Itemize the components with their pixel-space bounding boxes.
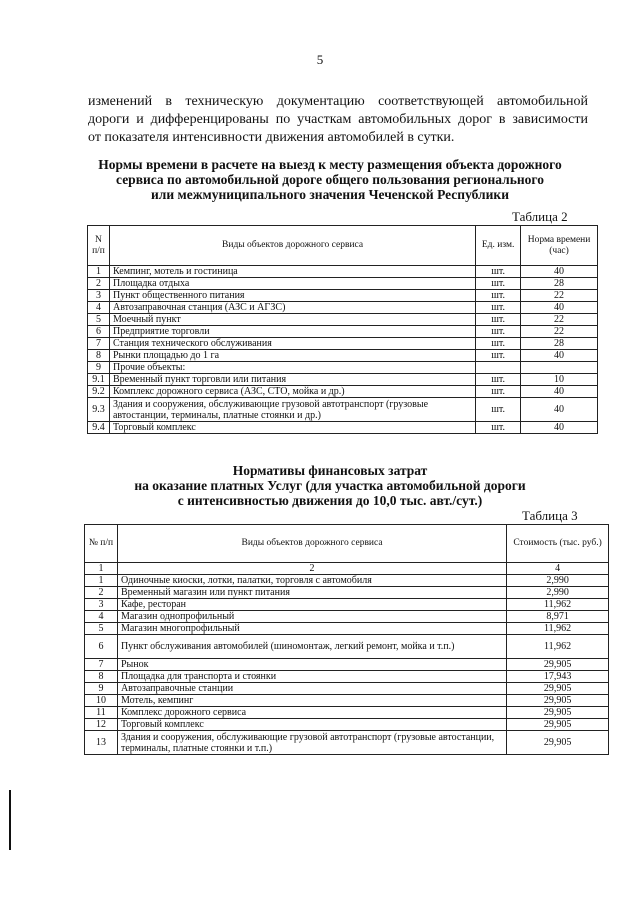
row-cost: 29,905: [507, 719, 609, 731]
row-name: Магазин однопрофильный: [117, 611, 506, 623]
row-num: 8: [85, 671, 118, 683]
row-cost: 8,971: [507, 611, 609, 623]
row-norm: 40: [521, 350, 598, 362]
row-num: 1: [85, 575, 118, 587]
row-unit: шт.: [476, 314, 521, 326]
table-row: [88, 302, 598, 314]
table-row: [88, 362, 598, 374]
index-cell: 1: [85, 563, 118, 575]
row-name: Станция технического обслуживания: [109, 338, 475, 350]
row-num: 5: [85, 623, 118, 635]
row-cost: 29,905: [507, 731, 609, 755]
table-row: [88, 338, 598, 350]
intro-line: изменений в техническую документацию соответствующей автомобильной: [88, 94, 588, 109]
row-norm: 22: [521, 326, 598, 338]
row-norm: 10: [521, 374, 598, 386]
row-name: Площадка для транспорта и стоянки: [117, 671, 506, 683]
header-unit: Ед. изм.: [476, 226, 521, 266]
row-name: Торговый комплекс: [109, 422, 475, 434]
table-row: [85, 671, 609, 683]
row-name: Мотель, кемпинг: [117, 695, 506, 707]
row-num: 7: [85, 659, 118, 671]
row-num: 6: [88, 326, 110, 338]
row-unit: шт.: [476, 422, 521, 434]
table3-caption: Таблица 3: [522, 508, 578, 523]
row-unit: шт.: [476, 398, 521, 422]
row-unit: шт.: [476, 374, 521, 386]
row-num: 4: [85, 611, 118, 623]
row-unit: шт.: [476, 266, 521, 278]
row-cost: 17,943: [507, 671, 609, 683]
row-num: 1: [88, 266, 110, 278]
row-unit: шт.: [476, 326, 521, 338]
table3-heading: [80, 463, 580, 508]
row-num: 9.4: [88, 422, 110, 434]
header-num: N п/п: [88, 226, 110, 266]
row-num: 6: [85, 635, 118, 659]
row-name: Временный пункт торговли или питания: [109, 374, 475, 386]
heading-line: на оказание платных Услуг (для участка автомобильной дороги: [134, 478, 526, 493]
row-norm: [521, 362, 598, 374]
table-row: [88, 386, 598, 398]
row-name: Магазин многопрофильный: [117, 623, 506, 635]
row-cost: 2,990: [507, 587, 609, 599]
row-name: Комплекс дорожного сервиса: [117, 707, 506, 719]
table-row: [85, 611, 609, 623]
row-name: Здания и сооружения, обслуживающие грузовой автотранспорт (грузовые автостанции, терминалы, платные стоянки и др.): [109, 398, 475, 422]
row-num: 3: [85, 599, 118, 611]
row-name: Рынки площадью до 1 га: [109, 350, 475, 362]
table-row: [85, 575, 609, 587]
row-num: 5: [88, 314, 110, 326]
row-cost: 29,905: [507, 659, 609, 671]
table2: [87, 225, 598, 434]
row-name: Здания и сооружения, обслуживающие грузовой автотранспорт (грузовые автостанции, терминалы, платные стоянки и т.п.): [117, 731, 506, 755]
row-norm: 40: [521, 266, 598, 278]
margin-mark: [9, 790, 11, 850]
header-name: Виды объектов дорожного сервиса: [109, 226, 475, 266]
row-name: Одиночные киоски, лотки, палатки, торговля с автомобиля: [117, 575, 506, 587]
row-name: Площадка отдыха: [109, 278, 475, 290]
header-cost: Стоимость (тыс. руб.): [507, 525, 609, 563]
row-num: 3: [88, 290, 110, 302]
row-num: 9: [85, 683, 118, 695]
table-row: [85, 707, 609, 719]
table-row: [85, 683, 609, 695]
table-row: [88, 290, 598, 302]
table-row: [85, 623, 609, 635]
table3: [84, 524, 609, 755]
header-name: Виды объектов дорожного сервиса: [117, 525, 506, 563]
row-num: 12: [85, 719, 118, 731]
row-cost: 11,962: [507, 623, 609, 635]
row-num: 7: [88, 338, 110, 350]
row-cost: 29,905: [507, 683, 609, 695]
row-name: Кафе, ресторан: [117, 599, 506, 611]
table-row: [88, 278, 598, 290]
row-num: 13: [85, 731, 118, 755]
row-name: Рынок: [117, 659, 506, 671]
row-unit: [476, 362, 521, 374]
intro-line: от показателя интенсивности движения автомобилей в сутки.: [88, 130, 455, 145]
table-row: [88, 422, 598, 434]
table2-heading: [80, 157, 580, 202]
intro-paragraph: [88, 93, 588, 147]
row-norm: 40: [521, 422, 598, 434]
table-row: [85, 587, 609, 599]
intro-line: дороги и дифференцированы по участкам автомобильных дорог в зависимости: [88, 112, 588, 127]
index-cell: 4: [507, 563, 609, 575]
row-cost: 2,990: [507, 575, 609, 587]
table-row: [85, 731, 609, 755]
row-name: Торговый комплекс: [117, 719, 506, 731]
index-cell: 2: [117, 563, 506, 575]
row-num: 2: [88, 278, 110, 290]
row-num: 8: [88, 350, 110, 362]
header-num: № п/п: [85, 525, 118, 563]
table-row: [85, 719, 609, 731]
header-norm: Норма времени (час): [521, 226, 598, 266]
page-number: 5: [316, 52, 324, 67]
row-norm: 40: [521, 398, 598, 422]
table2-caption: Таблица 2: [512, 209, 568, 224]
row-norm: 40: [521, 302, 598, 314]
row-unit: шт.: [476, 338, 521, 350]
row-name: Пункт обслуживания автомобилей (шиномонтаж, легкий ремонт, мойка и т.п.): [117, 635, 506, 659]
heading-line: сервиса по автомобильной дороге общего пользования регионального: [116, 172, 544, 187]
row-num: 9.3: [88, 398, 110, 422]
heading-line: Нормативы финансовых затрат: [232, 463, 428, 478]
row-name: Автозаправочная станция (АЗС и АГЗС): [109, 302, 475, 314]
row-num: 9.2: [88, 386, 110, 398]
heading-line: с интенсивностью движения до 10,0 тыс. авт./сут.): [177, 493, 483, 508]
row-name: Комплекс дорожного сервиса (АЗС, СТО, мойка и др.): [109, 386, 475, 398]
row-unit: шт.: [476, 302, 521, 314]
heading-line: или межмуниципального значения Чеченской Республики: [151, 187, 509, 202]
row-name: Кемпинг, мотель и гостиница: [109, 266, 475, 278]
row-norm: 28: [521, 338, 598, 350]
row-num: 10: [85, 695, 118, 707]
row-name: Временный магазин или пункт питания: [117, 587, 506, 599]
table-row: [88, 314, 598, 326]
row-norm: 22: [521, 290, 598, 302]
row-num: 9.1: [88, 374, 110, 386]
table-row: [88, 398, 598, 422]
table-row: [88, 374, 598, 386]
row-cost: 29,905: [507, 707, 609, 719]
row-num: 2: [85, 587, 118, 599]
table-row: [88, 266, 598, 278]
table-row: [85, 695, 609, 707]
row-cost: 11,962: [507, 635, 609, 659]
row-norm: 22: [521, 314, 598, 326]
table-row: [85, 635, 609, 659]
row-cost: 11,962: [507, 599, 609, 611]
row-name: Автозаправочные станции: [117, 683, 506, 695]
row-unit: шт.: [476, 278, 521, 290]
row-unit: шт.: [476, 350, 521, 362]
row-unit: шт.: [476, 386, 521, 398]
row-name: Прочие объекты:: [109, 362, 475, 374]
row-name: Предприятие торговли: [109, 326, 475, 338]
heading-line: Нормы времени в расчете на выезд к месту размещения объекта дорожного: [98, 157, 562, 172]
table-row: [85, 659, 609, 671]
row-norm: 28: [521, 278, 598, 290]
row-cost: 29,905: [507, 695, 609, 707]
row-norm: 40: [521, 386, 598, 398]
table-row: [88, 326, 598, 338]
table-row: [88, 350, 598, 362]
table-row: [85, 599, 609, 611]
row-num: 4: [88, 302, 110, 314]
row-name: Пункт общественного питания: [109, 290, 475, 302]
row-name: Моечный пункт: [109, 314, 475, 326]
row-unit: шт.: [476, 290, 521, 302]
row-num: 9: [88, 362, 110, 374]
row-num: 11: [85, 707, 118, 719]
